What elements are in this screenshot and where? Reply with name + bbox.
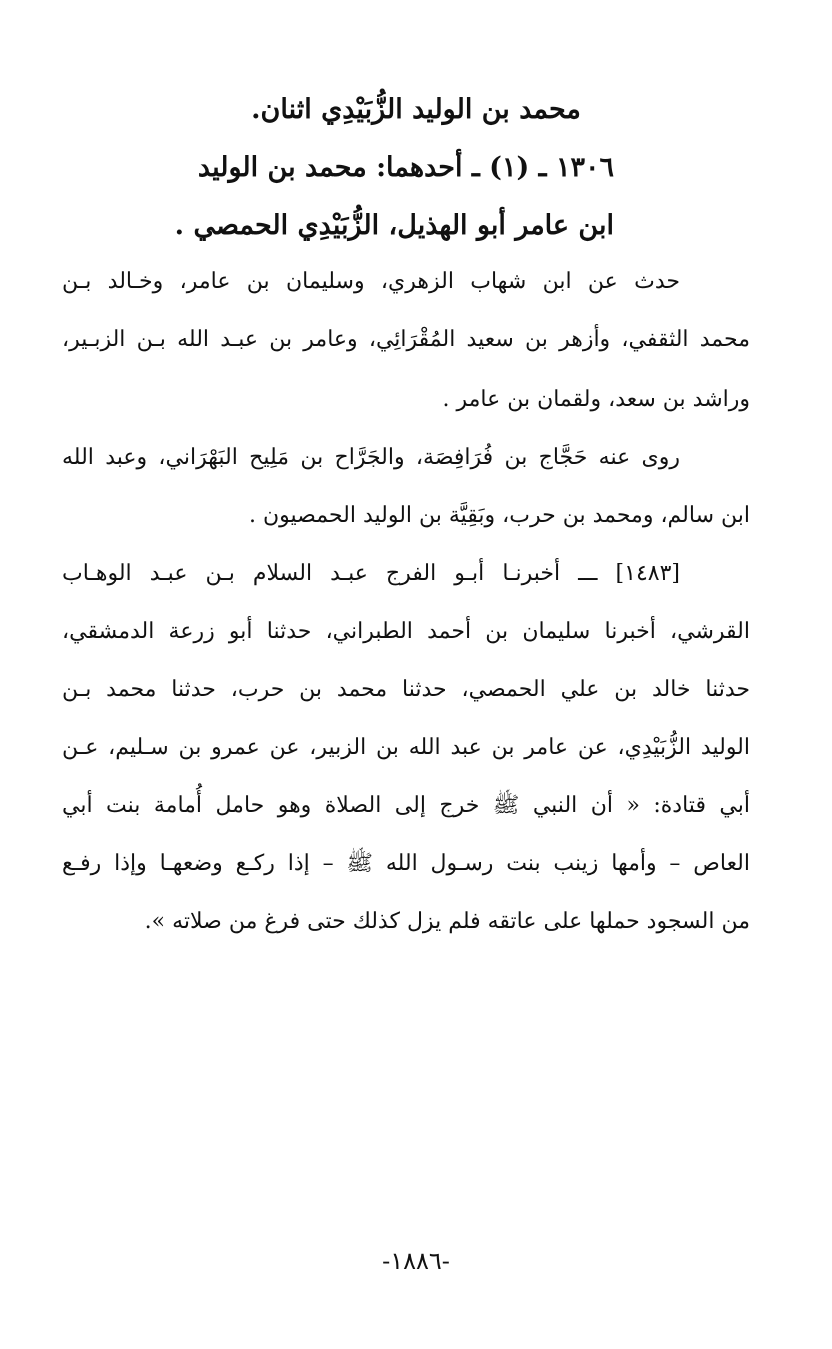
entry-heading: ١٣٠٦ ـ (١) ـ أحدهما: محمد بن الوليد — [197, 152, 614, 183]
entry-heading-continuation: ابن عامر أبو الهذيل، الزُّبَيْدِي الحمصي . — [174, 210, 614, 241]
text-line: وراشد بن سعد، ولقمان بن عامر . — [442, 387, 750, 412]
text-line: العاص – وأمها زينب بنت رسـول الله ﷺ – إذا ركـع وضعهـا وإذا رفـع — [62, 851, 750, 876]
text-line: الوليد الزُّبَيْدِي، عن عامر بن عبد الله بن الزبير، عن عمرو بن سـليم، عـن — [62, 735, 750, 760]
text-line: حدث عن ابن شهاب الزهري، وسليمان بن عامر، وخـالد بـن — [62, 269, 680, 294]
text-line: من السجود حملها على عاتقه فلم يزل كذلك حتى فرغ من صلاته ». — [144, 909, 750, 934]
text-line: [١٤٨٣] ـــ أخبرنـا أبـو الفرج عبـد السلام بـن عبـد الوهـاب — [62, 561, 680, 586]
text-line: القرشي، أخبرنا سليمان بن أحمد الطبراني، حدثنا أبو زرعة الدمشقي، — [62, 619, 750, 644]
text-line: روى عنه حَجَّاج بن فُرَافِصَة، والجَرَّاح بن مَلِيح البَهْرَاني، وعبد الله — [62, 445, 680, 470]
text-line: ابن سالم، ومحمد بن حرب، وبَقِيَّة بن الوليد الحمصيون . — [248, 503, 750, 528]
text-line: حدثنا خالد بن علي الحمصي، حدثنا محمد بن حرب، حدثنا محمد بـن — [62, 677, 750, 702]
section-title: محمد بن الوليد الزُّبَيْدِي اثنان. — [251, 94, 581, 125]
text-line: أبي قتادة: « أن النبي ﷺ خرج إلى الصلاة وهو حامل أُمامة بنت أبي — [62, 793, 750, 818]
page-number: -١٨٨٦- — [382, 1247, 450, 1275]
text-line: محمد الثقفي، وأزهر بن سعيد المُقْرَائِي، وعامر بن عبـد الله بـن الزبـير، — [62, 327, 750, 352]
